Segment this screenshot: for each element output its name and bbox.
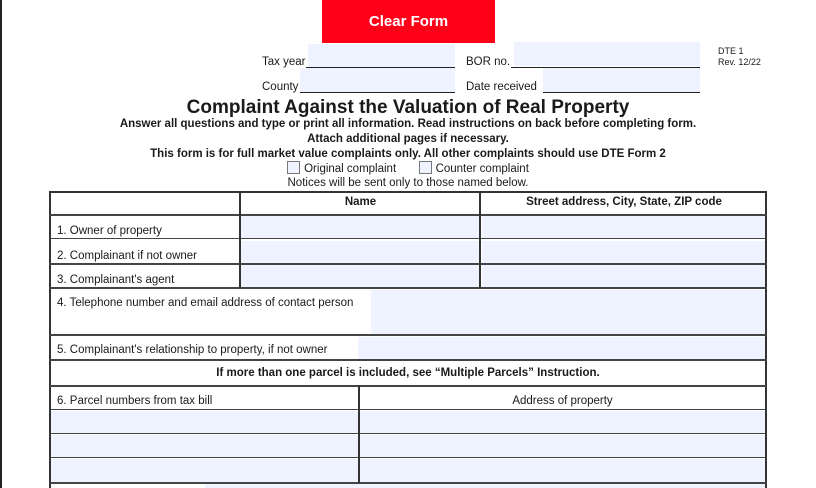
row-label-relationship: 5. Complainant's relationship to property, if not owner (57, 344, 328, 356)
row-divider (49, 457, 767, 458)
complaint-type-group (0, 161, 816, 175)
parcel-number-input-1[interactable] (51, 411, 358, 434)
address-of-property-header: Address of property (512, 395, 613, 407)
date-received-field[interactable] (543, 68, 700, 92)
agent-name-input[interactable] (241, 265, 480, 288)
column-divider (239, 191, 241, 288)
instruction-line-3: This form is for full market value complaints only. All other complaints should use DTE Form 2 (150, 148, 666, 160)
bor-no-field[interactable] (514, 42, 700, 66)
notice-text: Notices will be sent only to those named below. (287, 177, 529, 189)
complainant-address-input[interactable] (482, 241, 765, 264)
parcel-address-input-2[interactable] (360, 435, 765, 458)
row-divider (49, 433, 767, 434)
counter-complaint-label: Counter complaint (435, 163, 529, 175)
row-divider (49, 287, 767, 289)
date-received-underline (543, 92, 700, 93)
county-underline (300, 92, 455, 93)
tax-year-field[interactable] (308, 44, 455, 68)
row-divider (49, 359, 767, 361)
row-label-owner: 1. Owner of property (57, 225, 162, 237)
original-complaint-label: Original complaint (304, 163, 397, 175)
row-divider (49, 214, 767, 216)
bor-no-label: BOR no. (466, 56, 511, 68)
county-field[interactable] (300, 68, 455, 92)
row-label-contact: 4. Telephone number and email address of contact person (57, 297, 354, 309)
instruction-line-1: Answer all questions and type or print all information. Read instructions on back before completing form. (119, 118, 697, 130)
row-divider (49, 263, 767, 265)
column-divider (358, 385, 360, 483)
multiple-parcels-note: If more than one parcel is included, see “Multiple Parcels” Instruction. (216, 367, 600, 379)
row-divider (49, 385, 767, 387)
next-field-input[interactable] (205, 484, 765, 488)
date-received-label: Date received (466, 81, 537, 93)
row-label-complainant: 2. Complainant if not owner (57, 250, 197, 262)
row-label-agent: 3. Complainant's agent (57, 274, 175, 286)
complainant-name-input[interactable] (241, 241, 480, 264)
contact-info-input[interactable] (371, 290, 765, 335)
parcel-number-input-2[interactable] (51, 435, 358, 458)
parcel-number-input-3[interactable] (51, 459, 358, 482)
relationship-input[interactable] (358, 337, 765, 359)
form-id: DTE 1 (718, 46, 744, 56)
row-divider (49, 409, 767, 410)
column-divider (479, 191, 481, 288)
county-label: County (262, 81, 299, 93)
tax-year-label: Tax year (262, 56, 306, 68)
original-complaint-checkbox[interactable] (287, 161, 300, 174)
form-revision: Rev. 12/22 (718, 57, 761, 67)
clear-form-button[interactable]: Clear Form (322, 0, 495, 43)
owner-address-input[interactable] (482, 216, 765, 239)
column-header-name: Name (344, 196, 377, 208)
column-header-address: Street address, City, State, ZIP code (526, 196, 722, 208)
form-number (718, 46, 761, 68)
original-complaint-option[interactable] (287, 163, 399, 175)
page-title: Complaint Against the Valuation of Real Property (186, 97, 630, 118)
window-edge (0, 0, 2, 488)
parcel-numbers-header: 6. Parcel numbers from tax bill (57, 395, 213, 407)
parcel-address-input-1[interactable] (360, 411, 765, 434)
counter-complaint-option[interactable] (419, 163, 529, 175)
owner-name-input[interactable] (241, 216, 480, 239)
row-divider (49, 482, 767, 484)
instruction-line-2: Attach additional pages if necessary. (307, 133, 509, 145)
row-divider (49, 334, 767, 336)
row-divider (49, 238, 767, 239)
parcel-address-input-3[interactable] (360, 459, 765, 482)
counter-complaint-checkbox[interactable] (419, 161, 432, 174)
agent-address-input[interactable] (482, 265, 765, 288)
